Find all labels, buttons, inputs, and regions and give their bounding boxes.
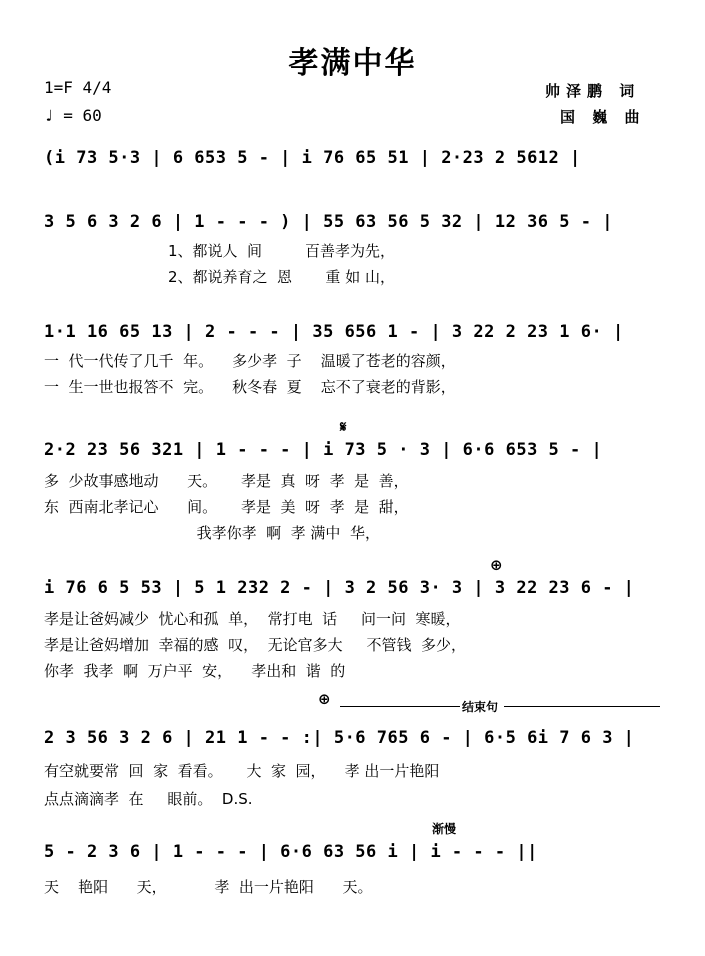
notation-row-7: 5 - 2 3 6 | 1 - - - | 6·6 63 56 i | i - - - ||: [44, 842, 538, 862]
lyric-row-4-verse-3: 我孝你孝 啊 孝 满中 华，: [44, 524, 380, 542]
key-signature: 1=F 4/4: [44, 78, 112, 97]
notation-row-5: i 76 6 5 53 | 5 1 232 2 - | 3 2 56 3· 3 | 3 22 23 6 - |: [44, 578, 635, 598]
notation-row-3: 1·1 16 65 13 | 2 - - - | 35 656 1 - | 3 22 2 23 1 6· |: [44, 322, 624, 342]
notation-row-4: 2·2 23 56 321 | 1 - - - | i 73 5 · 3 | 6·6 653 5 - |: [44, 440, 603, 460]
notation-row-1: (i 73 5·3 | 6 653 5 - | i 76 65 51 | 2·23 2 5612 |: [44, 148, 581, 168]
lyricist-credit: 帅泽鹏 词: [545, 82, 641, 100]
notation-row-2: 3 5 6 3 2 6 | 1 - - - ) | 55 63 56 5 32 | 12 36 5 - |: [44, 212, 613, 232]
lyric-row-2-verse-2: 2、都说养育之 恩 重 如 山，: [44, 268, 395, 286]
composer-credit: 国 巍 曲: [560, 108, 646, 126]
ending-bracket-right: [504, 706, 660, 707]
song-title: 孝满中华: [288, 46, 417, 81]
lyric-row-6-verse-1: 有空就要常 回 家 看看。 大 家 园， 孝 出一片艳阳: [44, 762, 440, 780]
lyric-row-5-verse-3: 你孝 我孝 啊 万户平 安， 孝出和 谐 的: [44, 662, 346, 680]
lyric-row-5-verse-1: 孝是让爸妈减少 忧心和孤 单， 常打电 话 问一问 寒暖，: [44, 610, 461, 628]
tempo-marking: ♩ = 60: [44, 106, 102, 125]
lyric-row-4-verse-2: 东 西南北孝记心 间。 孝是 美 呀 孝 是 甜，: [44, 498, 409, 516]
segno-sign: 𝄋: [340, 418, 347, 436]
lyric-row-5-verse-2: 孝是让爸妈增加 幸福的感 叹， 无论官多大 不管钱 多少，: [44, 636, 466, 654]
coda-sign-top: ⊕: [490, 556, 503, 574]
lyric-row-3-verse-2: 一 生一世也报答不 完。 秋冬春 夏 忘不了衰老的背影，: [44, 378, 456, 396]
ending-label: 结束句: [462, 700, 499, 714]
lyric-row-3-verse-1: 一 代一代传了几千 年。 多少孝 子 温暖了苍老的容颜，: [44, 352, 456, 370]
ritardando-label: 渐慢: [432, 822, 457, 836]
lyric-row-4-verse-1: 多 少故事感地动 天。 孝是 真 呀 孝 是 善，: [44, 472, 409, 490]
lyric-row-2-verse-1: 1、都说人 间 百善孝为先，: [44, 242, 395, 260]
lyric-row-6-verse-2: 点点滴滴孝 在 眼前。 D.S.: [44, 790, 253, 808]
ending-bracket-left: [340, 706, 460, 707]
lyric-row-7-verse-1: 天 艳阳 天， 孝 出一片艳阳 天。: [44, 878, 373, 896]
notation-row-6: 2 3 56 3 2 6 | 21 1 - - :| 5·6 765 6 - | 6·5 6i 7 6 3 |: [44, 728, 635, 748]
coda-sign-bottom: ⊕: [318, 690, 331, 708]
